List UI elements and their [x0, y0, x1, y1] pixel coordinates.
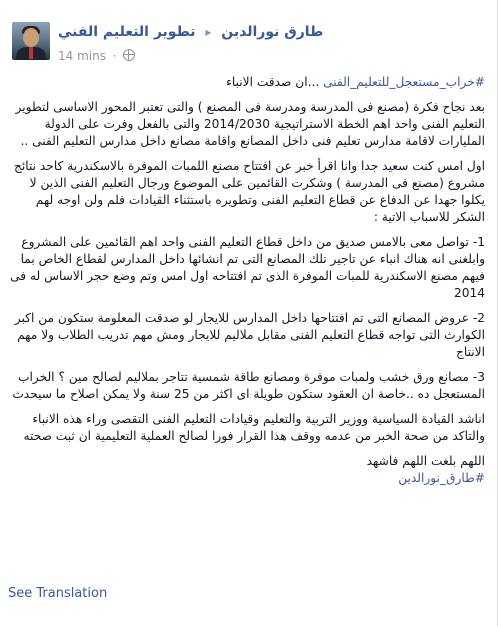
post-body: [8, 74, 485, 487]
paragraph-point-1: 1- تواصل معى بالامس صديق من داخل قطاع التعليم الفنى واحد اهم القائمين على المشروع وابلغنى انه هناك انباء عن تاجير تلك المصانع التى تم انشائها داخل المدارس لقطاع الخاص بما فيهم مصنع الاسكندرية للمبات الموفرة الذى تم افتتاحه اول امس وتم وضع حجر الاساس له فى 2014: [10, 235, 485, 300]
target-page-link[interactable]: تطوير التعليم الفني: [58, 24, 196, 40]
avatar-tie: [29, 47, 33, 59]
paragraph-closing: اللهم بلغت اللهم فاشهد: [366, 454, 485, 468]
author-avatar[interactable]: [12, 22, 50, 60]
avatar-face: [23, 28, 39, 47]
paragraph-appeal: اناشد القيادة السياسية ووزير التربية والتعليم وقيادات التعليم الفنى التقصى وراء هذه الانباء والتاكد من صحة الخبر من عدمه ووقف هذا القرار فورا لصالح العملية التعليمية ان ثبت صحته: [23, 412, 485, 443]
post-header: [12, 22, 485, 66]
paragraph-news: اول امس كنت سعيد جدا وانا اقرأ خبر عن افتتاح مصنع اللمبات الموفرة بالاسكندرية كاحد نتائج مشروع (مصنع فى المدرسة ) وشكرت القائمين على الموضوع ورجال التعليم الفنى الذين لا يكلوا جهدا عن الدفاع عن قطاع التعليم الفنى وتطويره باستثناء القيادات فلم ولن اوجه لهم الشكر للاسباب الاتية :: [13, 159, 485, 224]
signature-hashtag-link[interactable]: #طارق_نورالدين: [398, 471, 485, 485]
paragraph-closing-block: [8, 453, 485, 487]
timestamp-link[interactable]: 14 mins: [58, 49, 106, 63]
hashtag-link[interactable]: #خراب_مستعجل_للتعليم_الفنى: [323, 75, 485, 89]
meta-separator: ·: [112, 49, 117, 63]
hashtag-line: [8, 74, 485, 91]
arrow-right-icon: ▸: [205, 25, 212, 39]
paragraph-point-3: 3- مصانع ورق خشب ولمبات موفرة ومصانع طاقة شمسية تتاجر بملاليم لصالح مين ؟ الخراب المستعجل ده ..خاصة ان العقود ستكون طويلة اى اكثر من 25 سنة ولا يمكن اصلاح ما سيحدث: [12, 370, 485, 401]
paragraph-point-2: 2- عروض المصانع التى تم افتتاحها داخل المدارس للايجار لو صدقت المعلومة ستكون من اكبر الكوارث التى تواجه قطاع التعليم الفنى مقابل ملاليم للايجار ومش مهم تدريب الطلاب ولا مهم الانتاج: [14, 311, 485, 359]
paragraph-intro: بعد نجاح فكرة (مصنع فى المدرسة ومدرسة فى المصنع ) والتى تعتبر المحور الاساسى لتطوير التعليم الفنى واحد اهم الخطة الاستراتيجية 2014/2030 والتى بالفعل وفرت على الدولة المليارات لاقامة مدارس تعليم فنى داخل المصانع واقامة مصانع داخل مدارس التعليم الفنى ..: [15, 100, 485, 148]
see-translation-link[interactable]: See Translation: [8, 586, 108, 601]
author-name-link[interactable]: طارق نورالدين: [221, 24, 324, 40]
hashtag-line-text: ...ان صدقت الانباء: [226, 75, 324, 89]
post-meta: [58, 49, 135, 63]
globe-icon[interactable]: [123, 49, 135, 61]
post-title-line: [58, 24, 485, 40]
